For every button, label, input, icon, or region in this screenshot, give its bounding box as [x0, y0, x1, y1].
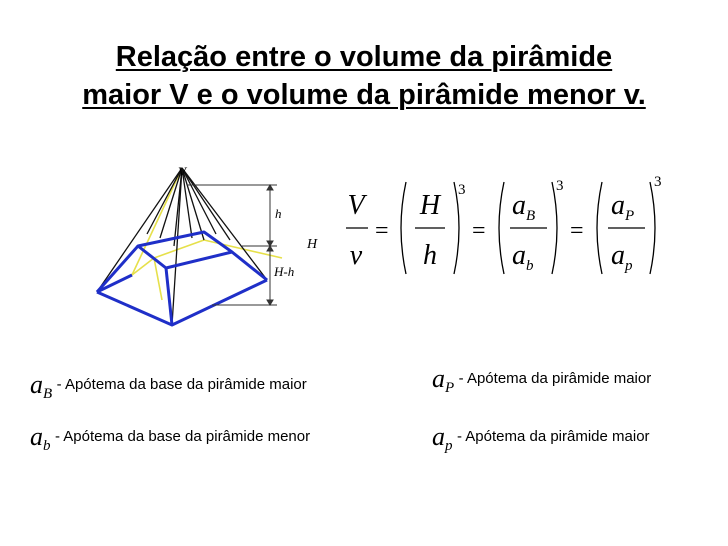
equals-1: =: [375, 218, 389, 244]
exponent-2: 3: [556, 178, 564, 194]
exponent-1: 3: [458, 182, 466, 198]
volume-ratio-formula: [340, 170, 685, 290]
lhs-numerator: V: [347, 190, 365, 221]
title-line-1: Relação entre o volume da pirâmide: [115, 41, 613, 73]
f1-numerator: H: [419, 190, 441, 221]
title-line-2: maior V e o volume da pirâmide menor v.: [82, 79, 646, 111]
legend-symbol: $a_B$: [30, 370, 53, 402]
height-label: H: [307, 237, 318, 252]
legend-text: - Apótema da pirâmide maior: [458, 370, 652, 387]
apex-edges: [97, 168, 267, 325]
apex-label: V: [178, 164, 186, 179]
legend-text: - Apótema da base da pirâmide menor: [54, 428, 311, 445]
f3-denominator: $a_p$: [611, 240, 633, 274]
legend-symbol: $a_p$: [432, 422, 453, 454]
small-height-label: h: [275, 206, 282, 221]
f2-numerator: $a_B$: [512, 190, 536, 224]
page-title: [0, 38, 728, 114]
exponent-3: 3: [654, 174, 662, 190]
legend-item-base-apothem-large: [30, 370, 307, 403]
legend-item-base-apothem-small: [30, 422, 310, 455]
legend-text: - Apótema da base da pirâmide maior: [56, 376, 307, 393]
f1-denominator: h: [423, 240, 437, 271]
lhs-denominator: v: [349, 240, 363, 271]
equals-2: =: [472, 218, 486, 244]
legend-item-apothem-small: [432, 422, 650, 455]
legend-item-apothem-large: [432, 364, 651, 397]
legend-symbol: $a_P$: [432, 364, 455, 396]
f3-numerator: $a_P$: [611, 190, 635, 224]
legend-text: - Apótema da pirâmide maior: [456, 428, 650, 445]
f2-denominator: $a_b$: [512, 240, 534, 274]
equals-3: =: [570, 218, 584, 244]
diff-label: H-h: [274, 264, 295, 279]
truncated-pyramid-diagram: [92, 160, 337, 340]
legend-symbol: $a_b$: [30, 422, 51, 454]
